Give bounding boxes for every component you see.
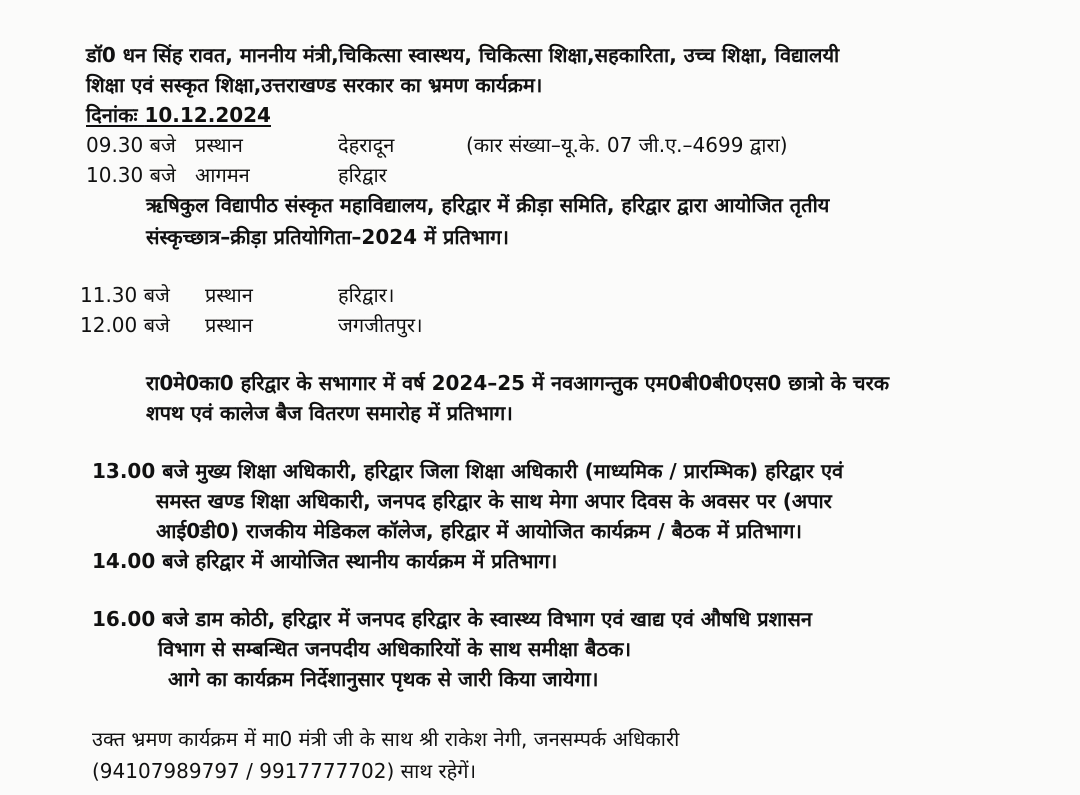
event-5-line-2: विभाग से सम्बन्धित जनपदीय अधिकारियों के साथ समीक्षा बैठक। xyxy=(158,637,632,661)
schedule-place: जगजीतपुर। xyxy=(338,313,423,337)
event-3-line-3: आई0डी0) राजकीय मेडिकल कॉलेज, हरिद्वार में आयोजित कार्यक्रम / बैठक में प्रतिभाग। xyxy=(156,519,802,543)
event-1-line-2: संस्कृच्छात्र–क्रीड़ा प्रतियोगिता–2024 में प्रतिभाग। xyxy=(146,225,509,249)
event-2-line-1: रा0मे0का0 हरिद्वार के सभागार में वर्ष 2024–25 में नवआगन्तुक एम0बी0बी0एस0 छात्रो के चरक xyxy=(146,371,890,395)
schedule-place: हरिद्वार। xyxy=(338,283,395,307)
schedule-place: देहरादून xyxy=(338,133,395,157)
event-1-line-1: ऋषिकुल विद्यापीठ संस्कृत महाविद्यालय, हरिद्वार में क्रीड़ा समिति, हरिद्वार द्वारा आयोजित तृतीय xyxy=(146,193,830,217)
schedule-time: 11.30 बजे xyxy=(80,283,170,307)
event-4-line-1: 14.00 बजे हरिद्वार में आयोजित स्थानीय कार्यक्रम में प्रतिभाग। xyxy=(92,549,558,573)
footer-line-1: उक्त भ्रमण कार्यक्रम में मा0 मंत्री जी के साथ श्री राकेश नेगी, जनसम्पर्क अधिकारी xyxy=(92,727,680,751)
header-line-2: शिक्षा एवं सस्कृत शिक्षा,उत्तराखण्ड सरकार का भ्रमण कार्यक्रम। xyxy=(86,73,543,97)
schedule-action: प्रस्थान xyxy=(195,133,243,157)
schedule-time: 10.30 बजे xyxy=(86,163,176,187)
event-5-line-1: 16.00 बजे डाम कोठी, हरिद्वार में जनपद हरिद्वार के स्वास्थ्य विभाग एवं खाद्य एवं औषधि प्रशासन xyxy=(92,607,813,631)
event-3-line-1: 13.00 बजे मुख्य शिक्षा अधिकारी, हरिद्वार जिला शिक्षा अधिकारी (माध्यमिक / प्रारम्भिक) हरिद्वार एवं xyxy=(92,459,844,483)
date-line xyxy=(86,102,271,128)
footer-line-2: (94107989797 / 9917777702) साथ रहेगें। xyxy=(92,759,477,783)
event-2-line-2: शपथ एवं कालेज बैज वितरण समारोह में प्रतिभाग। xyxy=(146,401,513,425)
event-5-line-3: आगे का कार्यक्रम निर्देशानुसार पृथक से जारी किया जायेगा। xyxy=(168,667,599,691)
date-label: दिनांकः xyxy=(86,103,138,127)
schedule-note: (कार संख्या–यू.के. 07 जी.ए.–4699 द्वारा) xyxy=(466,133,788,157)
schedule-action: प्रस्थान xyxy=(205,313,253,337)
header-line-1: डॉ0 धन सिंह रावत, माननीय मंत्री,चिकित्सा स्वास्थय, चिकित्सा शिक्षा,सहकारिता, उच्च शिक्षा, विद्यालयी xyxy=(86,43,840,67)
event-3-line-2: समस्त खण्ड शिक्षा अधिकारी, जनपद हरिद्वार के साथ मेगा अपार दिवस के अवसर पर (अपार xyxy=(156,489,832,513)
schedule-action: प्रस्थान xyxy=(205,283,253,307)
schedule-place: हरिद्वार xyxy=(338,163,387,187)
date-value: 10.12.2024 xyxy=(144,103,271,127)
schedule-action: आगमन xyxy=(195,163,250,187)
schedule-time: 12.00 बजे xyxy=(80,313,170,337)
schedule-time: 09.30 बजे xyxy=(86,133,176,157)
